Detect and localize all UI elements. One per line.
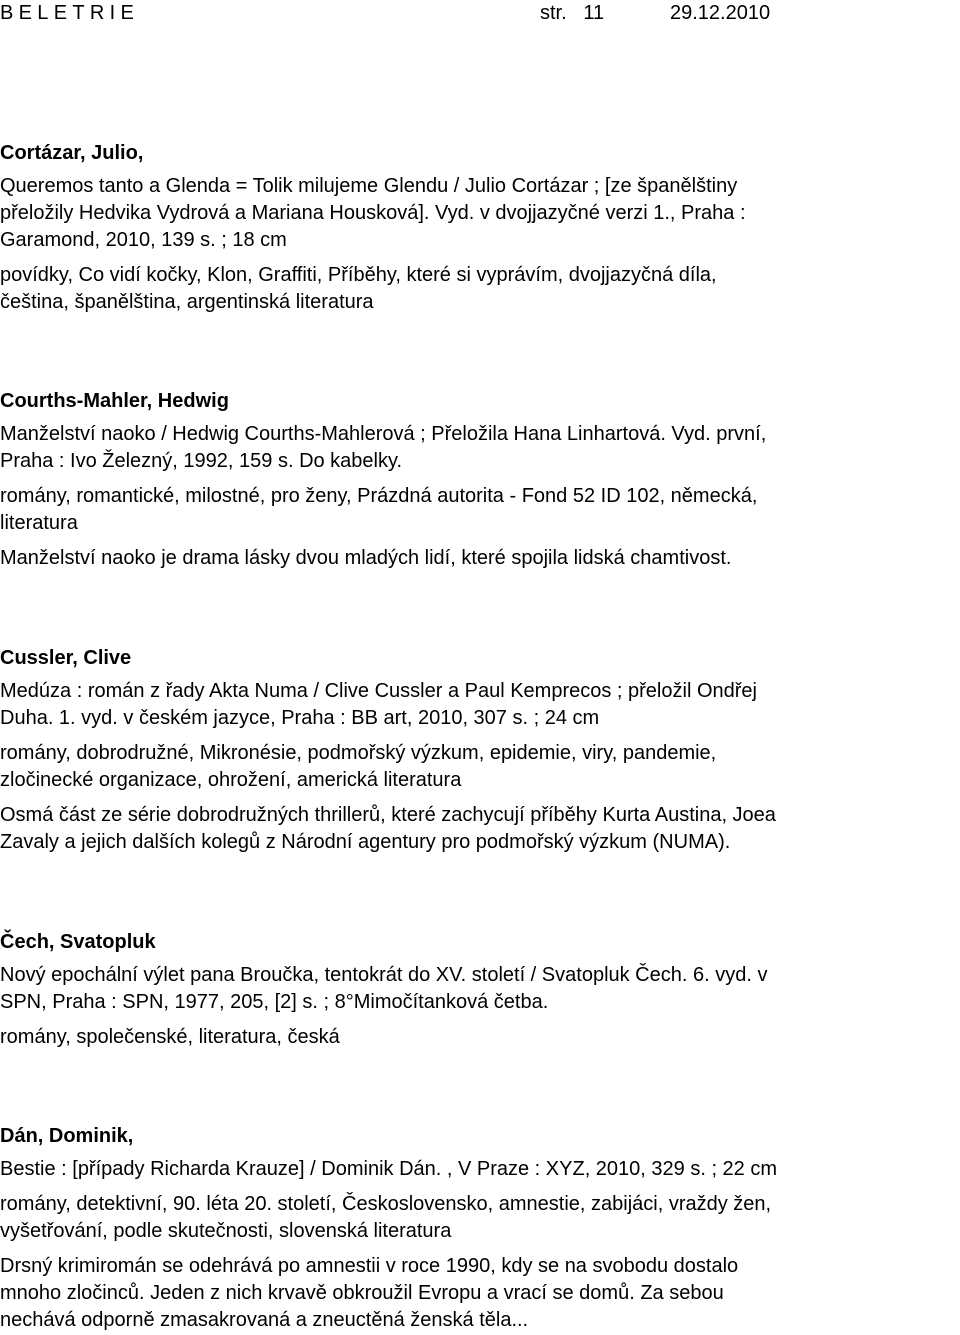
keywords-line: čeština, španělština, argentinská literatura [0, 291, 374, 313]
entry-keywords [0, 262, 958, 316]
entry-keywords [0, 1191, 958, 1245]
keywords-line: vyšetřování, podle skutečnosti, slovenská literatura [0, 1220, 452, 1242]
citation-line: přeložily Hedvika Vydrová a Mariana Housková]. Vyd. v dvojjazyčné verzi 1., Praha : [0, 202, 746, 224]
annotation-line: Zavaly a jejich dalších kolegů z Národní agentury pro podmořský výzkum (NUMA). [0, 831, 731, 853]
entry-author: Cortázar, Julio, [0, 142, 144, 164]
page-header [0, 0, 960, 26]
annotation-line: Manželství naoko je drama lásky dvou mladých lidí, které spojila lidská chamtivost. [0, 547, 732, 569]
entry-citation [0, 678, 958, 732]
citation-line: Queremos tanto a Glenda = Tolik milujeme Glendu / Julio Cortázar ; [ze španělštiny [0, 175, 738, 197]
keywords-line: romány, romantické, milostné, pro ženy, Prázdná autorita - Fond 52 ID 102, německá, [0, 485, 758, 507]
keywords-line: romány, společenské, literatura, česká [0, 1026, 340, 1048]
entry-author: Courths-Mahler, Hedwig [0, 390, 229, 412]
catalog-entry [0, 1123, 958, 1334]
entry-author: Cussler, Clive [0, 647, 132, 669]
entry-author: Dán, Dominik, [0, 1125, 134, 1147]
catalog-entry [0, 388, 958, 572]
annotation-line: Drsný krimiromán se odehrává po amnestii v roce 1990, kdy se na svobodu dostalo [0, 1255, 739, 1277]
entry-citation [0, 1156, 958, 1183]
entry-keywords [0, 483, 958, 537]
catalog-entry [0, 140, 958, 316]
citation-line: Garamond, 2010, 139 s. ; 18 cm [0, 229, 287, 251]
annotation-line: Osmá část ze série dobrodružných thrillerů, které zachycují příběhy Kurta Austina, Joea [0, 804, 776, 826]
entry-annotation [0, 545, 958, 572]
citation-line: SPN, Praha : SPN, 1977, 205, [2] s. ; 8°Mimočítanková četba. [0, 991, 549, 1013]
entry-annotation [0, 802, 958, 856]
entry-annotation [0, 1253, 958, 1334]
entry-citation [0, 962, 958, 1016]
keywords-line: romány, detektivní, 90. léta 20. století, Československo, amnestie, zabijáci, vraždy žen, [0, 1193, 772, 1215]
citation-line: Duha. 1. vyd. v českém jazyce, Praha : BB art, 2010, 307 s. ; 24 cm [0, 707, 600, 729]
entry-keywords [0, 740, 958, 794]
citation-line: Bestie : [případy Richarda Krauze] / Dominik Dán. , V Praze : XYZ, 2010, 329 s. ; 22 cm [0, 1158, 778, 1180]
entry-citation [0, 173, 958, 254]
section-title: BELETRIE [0, 2, 140, 24]
keywords-line: romány, dobrodružné, Mikronésie, podmořský výzkum, epidemie, viry, pandemie, [0, 742, 717, 764]
entry-keywords [0, 1024, 958, 1051]
citation-line: Nový epochální výlet pana Broučka, tentokrát do XV. století / Svatopluk Čech. 6. vyd. v [0, 964, 768, 986]
citation-line: Praha : Ivo Železný, 1992, 159 s. Do kabelky. [0, 450, 403, 472]
annotation-line: nechává odporně zmasakrovaná a zneuctěná ženská těla... [0, 1309, 529, 1331]
page-number: str. 11 [540, 2, 605, 24]
annotation-line: mnoho zločinců. Jeden z nich krvavě obkroužil Evropu a vrací se domů. Za sebou [0, 1282, 724, 1304]
entry-author: Čech, Svatopluk [0, 931, 156, 953]
citation-line: Manželství naoko / Hedwig Courths-Mahlerová ; Přeložila Hana Linhartová. Vyd. první, [0, 423, 767, 445]
keywords-line: zločinecké organizace, ohrožení, americká literatura [0, 769, 462, 791]
keywords-line: povídky, Co vidí kočky, Klon, Graffiti, Příběhy, které si vyprávím, dvojjazyčná díla, [0, 264, 717, 286]
catalog-entry [0, 929, 958, 1051]
keywords-line: literatura [0, 512, 78, 534]
citation-line: Medúza : román z řady Akta Numa / Clive Cussler a Paul Kemprecos ; přeložil Ondřej [0, 680, 757, 702]
issue-date: 29.12.2010 [670, 2, 771, 24]
catalog-entry [0, 645, 958, 856]
entry-citation [0, 421, 958, 475]
